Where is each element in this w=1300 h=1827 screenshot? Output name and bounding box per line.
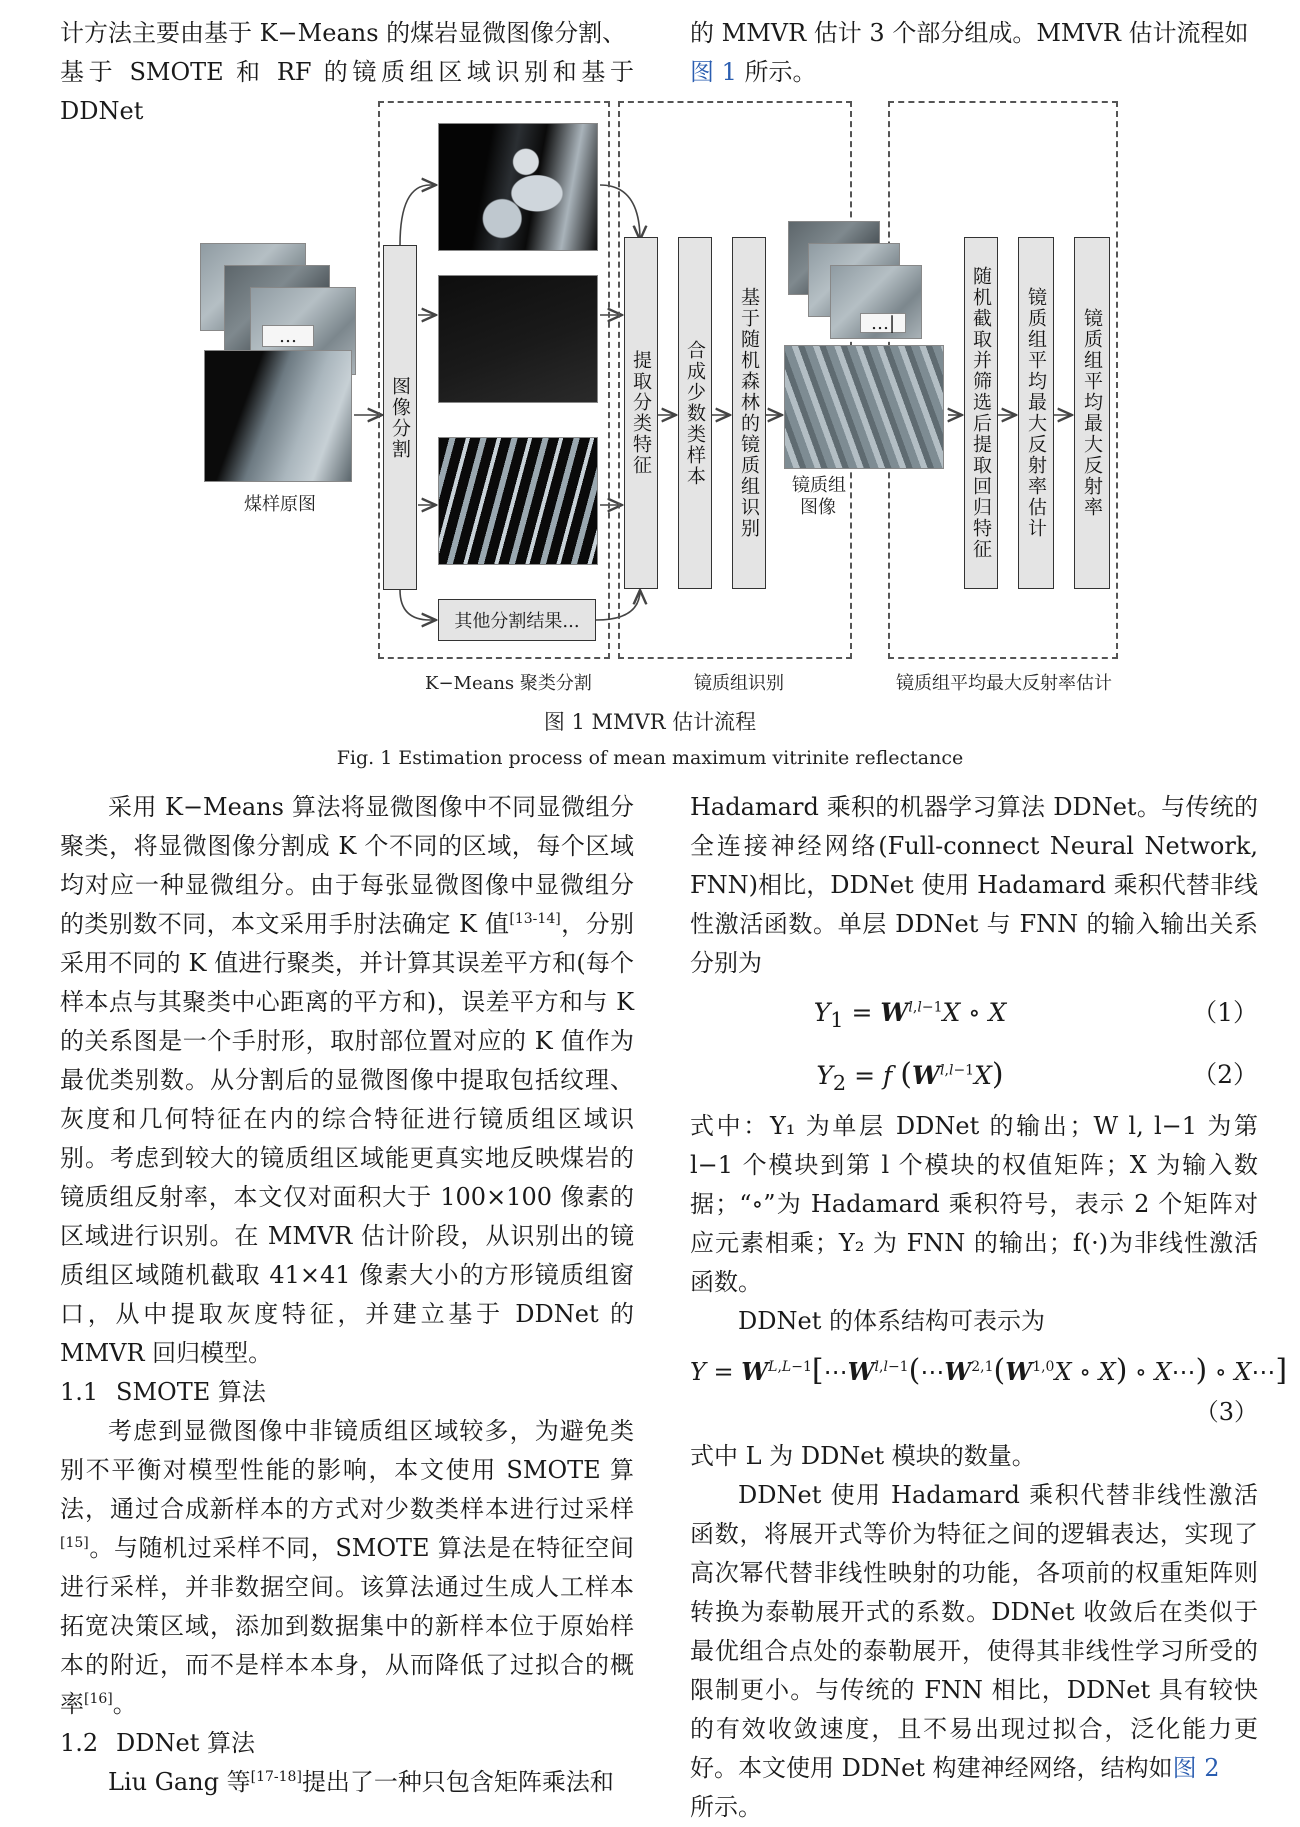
other-segmentation-box: 其他分割结果... — [438, 599, 596, 641]
figure-1-link[interactable]: 图 1 — [690, 58, 737, 86]
figure-caption-en: Fig. 1 Estimation process of mean maximum vitrinite reflectance — [336, 747, 964, 769]
figure-caption-cn: 图 1 MMVR 估计流程 — [543, 710, 757, 734]
left-paragraph-3: Liu Gang 等[17-18]提出了一种只包含矩阵乘法和 — [108, 1768, 614, 1796]
kmeans-group-label: K−Means 聚类分割 — [425, 673, 592, 694]
equation-1-number: （1） — [1192, 998, 1258, 1027]
feature-extraction-box: 提取分类特征 — [624, 237, 658, 589]
figure-1 — [0, 95, 1300, 735]
left-column — [60, 788, 634, 1802]
right-paragraph-5: DDNet 使用 Hadamard 乘积代替非线性激活函数，将展开式等价为特征之间的逻辑表达，实现了高次幂代替非线性映射的功能，各项前的权重矩阵则转换为泰勒展开式的系数。DDNet 收敛后在类似于最优组合点处的泰勒展开，使得其非线性学习所受的限制更小。与传统的 FNN 相比，DDNet 具有较快的有效收敛速度，且不易出现过拟合，泛化能力更好。本文使用 DDNet 构建神经网络，结构如图 2 — [690, 1481, 1258, 1782]
ref-17-18[interactable]: [17-18] — [250, 1769, 302, 1785]
output-box: 镜质组平均最大反射率 — [1074, 237, 1110, 589]
estimation-group-label: 镜质组平均最大反射率估计 — [896, 673, 1112, 694]
top-right-line-2: 图 1 所示。 — [690, 58, 817, 86]
equation-3 — [690, 1341, 1288, 1437]
equation-3-body: $Y = W^{L,L-1}[\cdots W^{l,l-1}(\cdots W^{2,1}(W^{1,0}X$ ∘ X) ∘ X⋯) ∘ X⋯] — [690, 1353, 1288, 1388]
top-right-text — [690, 14, 1258, 92]
vitrinite-group-label: 镜质组识别 — [694, 673, 784, 694]
ref-13-14[interactable]: [13-14] — [509, 911, 561, 927]
equation-3-number: （3） — [1194, 1398, 1258, 1426]
vitrinite-image-label: 镜质组 图像 — [792, 475, 846, 518]
right-paragraph-2: 式中：Y₁ 为单层 DDNet 的输出；W l, l−1 为第 l−1 个模块到第 l 个模块的权值矩阵；X 为输入数据；“∘”为 Hadamard 乘积符号，表示 2 个矩阵对应元素相乘；Y₂ 为 FNN 的输出；f(·)为非线性激活函数。 — [690, 1112, 1258, 1296]
left-paragraph-2: 考虑到显微图像中非镜质组区域较多，为避免类别不平衡对模型性能的影响，本文使用 SMOTE 算法，通过合成新样本的方式对少数类样本进行过采样[15]。与随机过采样不同，SMOTE 算法是在特征空间进行采样，并非数据空间。该算法通过生成人工样本拓宽决策区域，添加到数据集中的新样本位于原始样本的附近，而不是样本本身，从而降低了过拟合的概率[16]。 — [60, 1417, 634, 1718]
right-paragraph-6: 所示。 — [690, 1793, 762, 1821]
top-right-line-1: 的 MMVR 估计 3 个部分组成。MMVR 估计流程如 — [690, 19, 1249, 47]
ref-15[interactable]: [15] — [60, 1535, 89, 1551]
input-ellipsis: … — [262, 325, 314, 347]
equation-2 — [690, 1045, 1258, 1107]
right-paragraph-3: DDNet 的体系结构可表示为 — [738, 1307, 1045, 1335]
smote-box: 合成少数类样本 — [678, 237, 712, 589]
segmented-image-2 — [438, 275, 598, 403]
input-image-main — [204, 350, 352, 482]
input-label: 煤样原图 — [244, 494, 316, 515]
right-column — [690, 788, 1288, 1827]
equation-1 — [690, 983, 1258, 1045]
right-paragraph-4: 式中 L 为 DDNet 模块的数量。 — [690, 1442, 1036, 1470]
segmented-image-1 — [438, 123, 598, 251]
equation-2-body: $Y_2 = f$ $(W^{l,l-1}X)$ — [816, 1057, 1004, 1095]
vitrinite-ellipsis: …| — [860, 313, 906, 333]
section-1-2-heading: 1.2 DDNet 算法 — [60, 1729, 255, 1757]
segmentation-box: 图像分割 — [383, 245, 417, 590]
top-left-line-2: 基于 SMOTE 和 RF 的镜质组区域识别和基于 DDNet — [60, 58, 634, 125]
equation-1-body: $Y_1 = W^{l,l-1}X$ ∘ X — [813, 998, 1007, 1032]
equation-2-number: （2） — [1192, 1060, 1258, 1089]
segmented-image-3 — [438, 437, 598, 565]
ref-16[interactable]: [16] — [84, 1691, 113, 1707]
right-paragraph-1: Hadamard 乘积的机器学习算法 DDNet。与传统的全连接神经网络(Full-connect Neural Network, FNN)相比，DDNet 使用 Hadamard 乘积代替非线性激活函数。单层 DDNet 与 FNN 的输入输出关系分别为 — [690, 793, 1258, 977]
section-1-1-heading: 1.1 SMOTE 算法 — [60, 1378, 266, 1406]
estimation-box: 镜质组平均最大反射率估计 — [1018, 237, 1054, 589]
random-forest-box: 基于随机森林的镜质组识别 — [732, 237, 766, 589]
top-left-line-1: 计方法主要由基于 K−Means 的煤岩显微图像分割、 — [60, 19, 627, 47]
crop-feature-box: 随机截取并筛选后提取回归特征 — [964, 237, 998, 589]
vitrinite-image-main — [784, 345, 944, 469]
left-paragraph-1: 采用 K−Means 算法将显微图像中不同显微组分聚类，将显微图像分割成 K 个不同的区域，每个区域均对应一种显微组分。由于每张显微图像中显微组分的类别数不同，本文采用手肘法确定 K 值[13-14]，分别采用不同的 K 值进行聚类，并计算其误差平方和(每个样本点与其聚类中心距离的平方和)，误差平方和与 K 的关系图是一个手肘形，取肘部位置对应的 K 值作为最优类别数。从分割后的显微图像中提取包括纹理、灰度和几何特征在内的综合特征进行镜质组区域识别。考虑到较大的镜质组区域能更真实地反映煤岩的镜质组反射率，本文仅对面积大于 100×100 像素的区域进行识别。在 MMVR 估计阶段，从识别出的镜质组区域随机截取 41×41 像素大小的方形镜质组窗口，从中提取灰度特征，并建立基于 DDNet 的 MMVR 回归模型。 — [60, 793, 635, 1367]
figure-2-link[interactable]: 图 2 — [1172, 1754, 1220, 1782]
